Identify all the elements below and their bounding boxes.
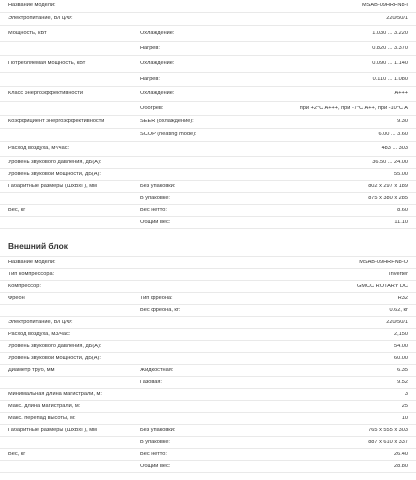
spec-sublabel: SCOP (heating mode): [140,132,197,138]
spec-row-freon-weight [0,305,416,317]
spec-value: 0.820 ... 3.370 [372,45,408,51]
spec-row-compressor-type [0,269,416,281]
spec-sublabel: Охлаждение: [140,30,175,36]
spec-label: Фреон [8,295,25,301]
spec-label: Уровень звуковой мощности, дБ(А): [8,171,101,177]
spec-row-model [0,257,416,269]
spec-value: 25 [401,403,408,409]
spec-row-max-length [0,401,416,413]
spec-value: 54.00 [394,343,408,349]
spec-row-airflow [0,142,416,157]
spec-row-consumption-heating [0,73,416,87]
spec-value: 28.80 [394,463,408,469]
spec-label: Макс. перепад высоты, м: [8,415,76,421]
spec-value: 483 ... 303 [381,146,408,152]
spec-label: Мощность, кВт [8,30,47,36]
spec-label: Электропитание, В/Гц/Ф: [8,16,73,22]
spec-label: Тип компрессора: [8,271,55,277]
spec-row-capacity-heating [0,42,416,56]
spec-value: Inverter [389,271,408,277]
spec-value: 9.52 [397,379,408,385]
spec-label: Вес, кг [8,207,26,213]
spec-row-sound-power [0,169,416,181]
spec-value: 6.00 ... 3.60 [378,132,408,138]
spec-value: MSAB-09HRFN8-I [361,3,408,9]
spec-sublabel: Охлаждение: [140,91,175,97]
spec-value: 9.30 [397,119,408,125]
spec-row-sound-pressure [0,157,416,169]
spec-sublabel: Вес нетто: [140,451,167,457]
spec-value: 10 [401,415,408,421]
spec-label: Расход воздуха, м3/час: [8,331,71,337]
spec-sublabel: Тип фреона: [140,295,173,301]
spec-row-min-length [0,389,416,401]
section-heading [0,229,416,257]
spec-label: Макс. длина магистрали, м: [8,403,81,409]
spec-label: Габаритные размеры (ШхВхГ), мм [8,427,97,433]
spec-label: Вес, кг [8,451,26,457]
spec-value: 0.62, кг [389,307,408,313]
spec-value: R32 [397,295,408,301]
spec-row-freon-type [0,293,416,305]
spec-row-dims-unpacked [0,181,416,193]
spec-row-max-height [0,413,416,425]
spec-value: 875 x 380 x 285 [368,195,408,201]
spec-value: 26.40 [394,451,408,457]
spec-label: Название модели: [8,3,56,9]
spec-sublabel: Нагрев: [140,76,160,82]
spec-sublabel: Вес нетто: [140,207,167,213]
spec-row-capacity-cooling [0,26,416,42]
spec-label: Коэффициент энергоэффективности [8,119,105,125]
spec-row-dims-packed [0,193,416,205]
spec-sublabel: Без упаковки: [140,427,176,433]
spec-label: Габаритные размеры (ШхВхГ), мм [8,183,97,189]
spec-value: 3 [404,391,408,397]
spec-value: при +2°C A+++, при -7°C A++, при -10°C A [299,105,408,111]
spec-sublabel: В упаковке: [140,439,170,445]
spec-row-weight-net [0,205,416,217]
spec-value: GMCC ROTARY DC [357,283,408,289]
spec-label: Электропитание, В/Гц/Ф: [8,319,73,325]
section-title: Внешний блок [8,241,68,251]
spec-row-energy-class-heating [0,102,416,116]
spec-value: 2,150 [394,331,408,337]
spec-sublabel: Вес фреона, кг: [140,307,181,313]
spec-sublabel: Общий вес: [140,219,171,225]
spec-row-pipe-gas [0,377,416,389]
spec-sublabel: Охлаждение: [140,61,175,67]
spec-row-weight-net [0,449,416,461]
spec-value: 887 x 610 x 337 [368,439,408,445]
spec-row-weight-gross [0,217,416,229]
spec-row-sound-pressure [0,341,416,353]
spec-row-consumption-cooling [0,56,416,73]
spec-value: 220/50/1 [386,16,408,22]
spec-label: Название модели: [8,259,56,265]
spec-row-sound-power [0,353,416,365]
spec-label: Потребляемая мощность, кВт [8,61,86,67]
spec-value: 6.35 [397,367,408,373]
spec-row-compressor [0,281,416,293]
spec-value: A+++ [394,91,408,97]
spec-row-scop [0,129,416,142]
spec-value: 11.10 [394,219,408,225]
spec-label: Класс энергоэффективности [8,91,83,97]
spec-label: Диаметр труб, мм [8,367,55,373]
spec-value: MSAB-09HRFN8-O [359,259,408,265]
spec-sublabel: Газовая: [140,379,162,385]
spec-row-power-supply [0,13,416,26]
spec-label: Уровень звуковой мощности, дБ(А): [8,355,101,361]
spec-row-power-supply [0,317,416,329]
spec-row-airflow [0,329,416,341]
spec-row-pipe-liquid [0,365,416,377]
spec-label: Уровень звукового давления, дБ(А): [8,343,102,349]
spec-row-seer [0,116,416,129]
spec-sublabel: Обогрев: [140,105,164,111]
spec-value: 802 x 297 x 189 [368,183,408,189]
spec-sublabel: Общий вес: [140,463,171,469]
spec-sublabel: Без упаковки: [140,183,176,189]
spec-sublabel: Нагрев: [140,45,160,51]
spec-sublabel: SEER (охлаждение): [140,119,194,125]
spec-row-dims-packed [0,437,416,449]
spec-value: 765 x 555 x 303 [368,427,408,433]
spec-value: 0.110 ... 1.080 [372,76,408,82]
spec-row-energy-class-cooling [0,87,416,102]
spec-sublabel: В упаковке: [140,195,170,201]
spec-row-model [0,0,416,13]
spec-value: 36.50 ... 24.00 [372,159,408,165]
spec-value: 0.090 ... 1.140 [372,61,408,67]
spec-sublabel: Жидкостная: [140,367,174,373]
spec-value: 60.00 [394,355,408,361]
spec-value: 55.00 [394,171,408,177]
spec-row-weight-gross [0,461,416,473]
spec-label: Расход воздуха, м³/час: [8,146,70,152]
spec-label: Компрессор: [8,283,41,289]
spec-label: Минимальная длина магистрали, м: [8,391,102,397]
spec-label: Уровень звукового давления, дБ(А): [8,159,102,165]
spec-row-dims-unpacked [0,425,416,437]
spec-value: 8.60 [397,207,408,213]
spec-value: 1.030 ... 3.220 [372,30,408,36]
spec-value: 220/50/1 [386,319,408,325]
